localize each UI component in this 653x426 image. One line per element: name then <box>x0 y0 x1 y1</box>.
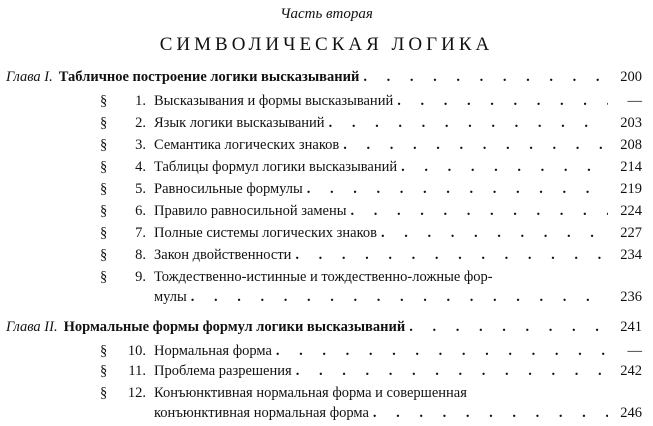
leader-dots <box>295 246 608 264</box>
section-sign: § <box>100 269 108 285</box>
toc-chapter-2[interactable] <box>6 318 642 336</box>
toc-section-7[interactable] <box>100 224 642 242</box>
page-number: 203 <box>620 115 642 131</box>
section-number: 3. <box>135 137 146 153</box>
chapter-label: Глава II. <box>6 319 58 335</box>
page-number: 246 <box>620 405 642 421</box>
page-title: СИМВОЛИЧЕСКАЯ ЛОГИКА <box>159 34 494 55</box>
section-title: Тождественно-истинные и тождественно-ложные фор- <box>154 269 493 285</box>
toc-section-1[interactable] <box>100 92 642 110</box>
leader-dots <box>276 342 608 360</box>
section-sign: § <box>100 203 108 219</box>
toc-section-9[interactable] <box>100 268 642 286</box>
leader-dots <box>307 180 608 198</box>
page-number: 219 <box>620 181 642 197</box>
toc-section-8[interactable] <box>100 246 642 264</box>
section-title: Семантика логических знаков <box>154 137 340 153</box>
section-sign: § <box>100 343 108 359</box>
section-title: Высказывания и формы высказываний <box>154 93 394 109</box>
toc-section-2[interactable] <box>100 114 642 132</box>
section-title: Язык логики высказываний <box>154 115 325 131</box>
section-number: 12. <box>127 385 146 401</box>
part-label: Часть вторая <box>280 6 373 22</box>
leader-dots <box>409 318 608 336</box>
leader-dots <box>397 92 608 110</box>
section-sign: § <box>100 115 108 131</box>
section-title: Правило равносильной замены <box>154 203 347 219</box>
section-sign: § <box>100 225 108 241</box>
section-number: 1. <box>135 93 146 109</box>
leader-dots <box>381 224 608 242</box>
section-title: Закон двойственности <box>154 247 292 263</box>
toc-section-5[interactable] <box>100 180 642 198</box>
section-sign: § <box>100 159 108 175</box>
section-number: 9. <box>135 269 146 285</box>
section-number: 11. <box>128 363 146 379</box>
chapter-title: Табличное построение логики высказываний <box>58 69 360 85</box>
toc-section-10[interactable] <box>100 342 642 360</box>
section-number: 2. <box>135 115 146 131</box>
toc-section-12[interactable] <box>100 384 642 402</box>
toc-section-11[interactable] <box>100 362 642 380</box>
section-title: Полные системы логических знаков <box>154 225 378 241</box>
leader-dots <box>191 288 608 306</box>
page-number: 227 <box>620 225 642 241</box>
leader-dots <box>401 158 608 176</box>
toc-section-12-cont[interactable] <box>154 404 642 422</box>
section-title-cont: конъюнктивная нормальная форма <box>154 405 369 421</box>
chapter-label: Глава I. <box>6 69 53 85</box>
toc-section-6[interactable] <box>100 202 642 220</box>
page-number: 200 <box>620 69 642 85</box>
leader-dots <box>329 114 608 132</box>
section-sign: § <box>100 93 108 109</box>
section-number: 10. <box>127 343 146 359</box>
section-number: 7. <box>135 225 146 241</box>
page-number: 234 <box>620 247 642 263</box>
section-sign: § <box>100 247 108 263</box>
page-number: 214 <box>620 159 642 175</box>
section-number: 5. <box>135 181 146 197</box>
leader-dots <box>363 68 608 86</box>
page-number: — <box>627 343 642 359</box>
section-title-cont: мулы <box>154 289 187 305</box>
page-number: 208 <box>620 137 642 153</box>
section-number: 4. <box>135 159 146 175</box>
leader-dots <box>351 202 609 220</box>
section-title: Конъюнктивная нормальная форма и совершенная <box>154 385 467 401</box>
section-sign: § <box>100 363 108 379</box>
leader-dots <box>373 404 608 422</box>
section-title: Таблицы формул логики высказываний <box>154 159 398 175</box>
section-title: Нормальная форма <box>154 343 272 359</box>
section-title: Проблема разрешения <box>154 363 292 379</box>
section-number: 6. <box>135 203 146 219</box>
page-number: 241 <box>620 319 642 335</box>
chapter-title: Нормальные формы формул логики высказываний <box>63 319 406 335</box>
page-number: — <box>627 93 642 109</box>
toc-section-4[interactable] <box>100 158 642 176</box>
section-number: 8. <box>135 247 146 263</box>
section-sign: § <box>100 137 108 153</box>
section-sign: § <box>100 181 108 197</box>
page-number: 224 <box>620 203 642 219</box>
page-number: 236 <box>620 289 642 305</box>
leader-dots <box>343 136 608 154</box>
section-sign: § <box>100 385 108 401</box>
page-number: 242 <box>620 363 642 379</box>
toc-section-3[interactable] <box>100 136 642 154</box>
leader-dots <box>296 362 608 380</box>
toc-chapter-1[interactable] <box>6 68 642 86</box>
toc-section-9-cont[interactable] <box>154 288 642 306</box>
section-title: Равносильные формулы <box>154 181 303 197</box>
